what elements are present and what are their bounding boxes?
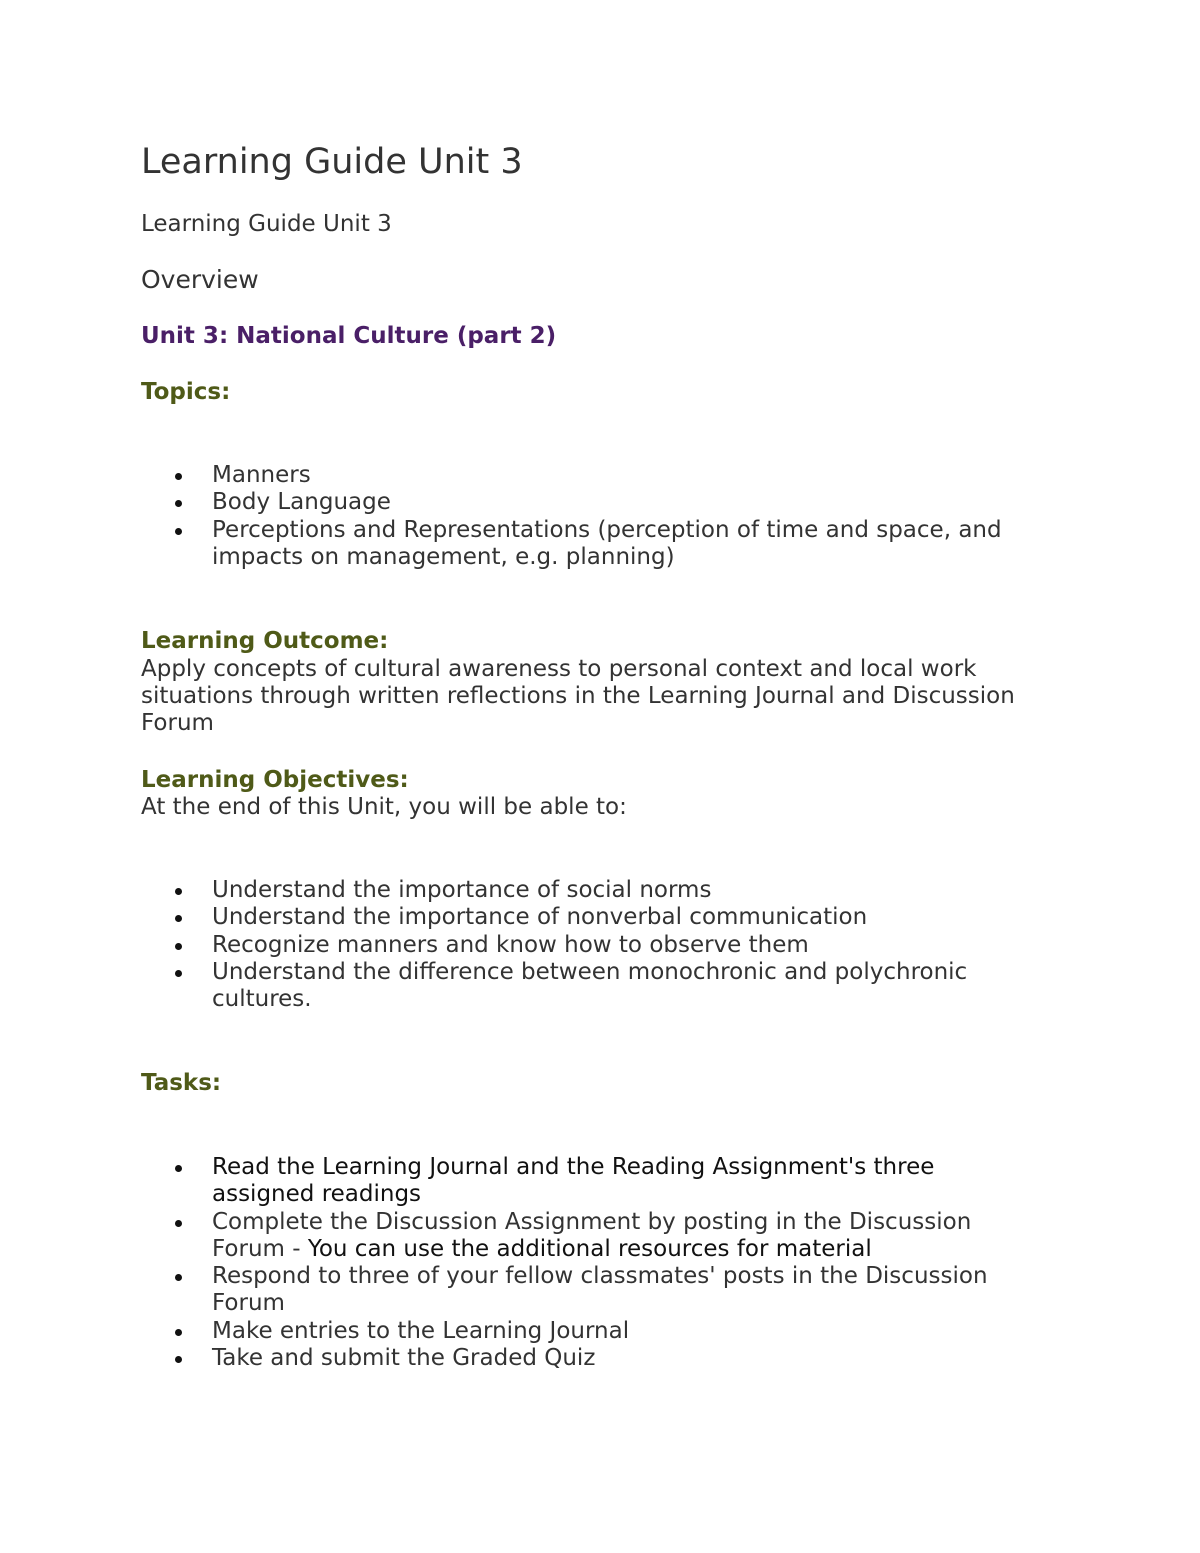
list-item: Understand the importance of social norms xyxy=(141,877,1041,904)
learning-outcome-heading: Learning Outcome: xyxy=(141,628,389,654)
list-item: Manners xyxy=(141,462,1041,489)
list-item: Respond to three of your fellow classmates' posts in the Discussion Forum xyxy=(141,1263,1041,1318)
bullet-icon xyxy=(175,1329,182,1336)
bullet-icon xyxy=(175,888,182,895)
topics-heading: Topics: xyxy=(141,379,231,405)
bullet-icon xyxy=(175,528,182,535)
bullet-icon xyxy=(175,970,182,977)
overview-heading: Overview xyxy=(141,265,259,294)
bullet-icon xyxy=(175,1356,182,1363)
learning-objectives-heading: Learning Objectives: xyxy=(141,767,409,793)
list-item: Understand the importance of nonverbal communication xyxy=(141,904,1041,931)
list-item: Understand the difference between monochronic and polychronic cultures. xyxy=(141,959,1041,1014)
bullet-icon xyxy=(175,1220,182,1227)
bullet-icon xyxy=(175,1274,182,1281)
learning-outcome-text: Apply concepts of cultural awareness to personal context and local work situations through written reflections in the Learning Journal and Discussion Forum xyxy=(141,656,1015,736)
bullet-icon xyxy=(175,473,182,480)
document-subtitle: Learning Guide Unit 3 xyxy=(141,211,392,237)
tasks-heading: Tasks: xyxy=(141,1070,222,1096)
list-item: Take and submit the Graded Quiz xyxy=(141,1345,1041,1372)
list-item: Complete the Discussion Assignment by posting in the Discussion Forum - You can use the additional resources for material xyxy=(141,1209,1041,1264)
list-item: Make entries to the Learning Journal xyxy=(141,1318,1041,1345)
document-title: Learning Guide Unit 3 xyxy=(141,142,523,182)
list-item: Body Language xyxy=(141,489,1041,516)
topics-list xyxy=(141,462,1041,571)
learning-objectives-list xyxy=(141,877,1041,1013)
unit-heading: Unit 3: National Culture (part 2) xyxy=(141,323,557,349)
bullet-icon xyxy=(175,915,182,922)
list-item: Recognize manners and know how to observe them xyxy=(141,932,1041,959)
bullet-icon xyxy=(175,1165,182,1172)
list-item: Perceptions and Representations (perception of time and space, and impacts on management, e.g. planning) xyxy=(141,517,1041,572)
bullet-icon xyxy=(175,500,182,507)
tasks-list xyxy=(141,1154,1041,1372)
bullet-icon xyxy=(175,943,182,950)
list-item: Read the Learning Journal and the Reading Assignment's three assigned readings xyxy=(141,1154,1041,1209)
additional-resources-note: You can use the additional resources for material xyxy=(307,1235,872,1262)
learning-objectives-intro: At the end of this Unit, you will be able to: xyxy=(141,794,627,820)
